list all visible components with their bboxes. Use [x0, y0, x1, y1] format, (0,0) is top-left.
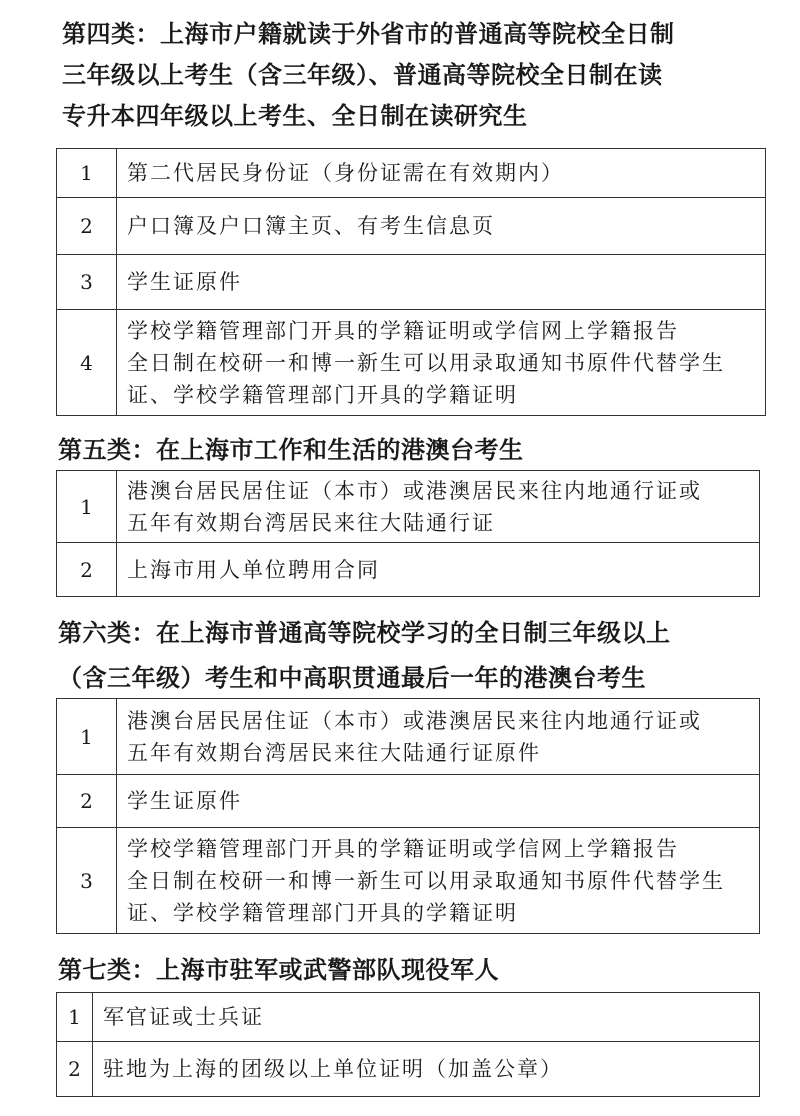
requirement-line: 港澳台居民居住证（本市）或港澳居民来往内地通行证或: [127, 708, 702, 733]
requirement-text: [117, 198, 766, 255]
table-row: [57, 471, 760, 543]
requirement-line: 上海市用人单位聘用合同: [127, 557, 380, 582]
row-number: 3: [57, 255, 117, 310]
row-number: 2: [57, 775, 117, 828]
row-number: 1: [57, 149, 117, 198]
section-title-line: 第四类：上海市户籍就读于外省市的普通高等院校全日制: [62, 20, 675, 48]
requirement-line: 学生证原件: [127, 270, 242, 294]
row-number: 4: [57, 310, 117, 416]
section-title-line: 第七类：上海市驻军或武警部队现役军人: [58, 956, 499, 984]
row-number: 2: [57, 1042, 93, 1097]
requirement-line: 军官证或士兵证: [103, 1005, 264, 1029]
requirement-text: [117, 310, 766, 416]
section-4-title: [62, 14, 675, 137]
section-4-table: [56, 148, 766, 416]
section-5-title: [58, 430, 524, 471]
requirement-text: [117, 828, 760, 934]
requirement-text: [117, 543, 760, 597]
row-number: 2: [57, 543, 117, 597]
table-row: [57, 775, 760, 828]
requirement-line: 第二代居民身份证（身份证需在有效期内）: [127, 161, 564, 185]
table-row: [57, 255, 766, 310]
section-6-table: [56, 698, 760, 934]
table-row: [57, 699, 760, 775]
section-5-table: [56, 470, 760, 597]
requirement-line: 五年有效期台湾居民来往大陆通行证: [127, 510, 495, 535]
table-row: [57, 543, 760, 597]
requirement-line: 学生证原件: [127, 789, 242, 813]
section-title-line: 三年级以上考生（含三年级）、普通高等院校全日制在读: [62, 61, 663, 89]
requirement-text: [117, 149, 766, 198]
requirement-line: 全日制在校研一和博一新生可以用录取通知书原件代替学生: [127, 868, 725, 893]
requirement-line: 证、学校学籍管理部门开具的学籍证明: [127, 382, 518, 407]
table-row: [57, 149, 766, 198]
section-title-line: 第六类：在上海市普通高等院校学习的全日制三年级以上: [58, 619, 671, 647]
requirement-line: 学校学籍管理部门开具的学籍证明或学信网上学籍报告: [127, 318, 679, 343]
requirement-line: 港澳台居民居住证（本市）或港澳居民来往内地通行证或: [127, 478, 702, 503]
section-title-line: 第五类：在上海市工作和生活的港澳台考生: [58, 436, 524, 464]
requirement-text: [117, 471, 760, 543]
requirement-line: 驻地为上海的团级以上单位证明（加盖公章）: [103, 1057, 563, 1081]
section-7-title: [58, 950, 499, 991]
row-number: 2: [57, 198, 117, 255]
section-7-table: [56, 992, 760, 1097]
requirement-line: 证、学校学籍管理部门开具的学籍证明: [127, 900, 518, 925]
table-row: [57, 198, 766, 255]
table-row: [57, 993, 760, 1042]
section-6-title: [58, 613, 671, 699]
row-number: 3: [57, 828, 117, 934]
row-number: 1: [57, 993, 93, 1042]
requirement-text: [117, 699, 760, 775]
section-title-line: 专升本四年级以上考生、全日制在读研究生: [62, 102, 528, 130]
row-number: 1: [57, 471, 117, 543]
requirement-line: 全日制在校研一和博一新生可以用录取通知书原件代替学生: [127, 350, 725, 375]
requirement-text: [93, 1042, 760, 1097]
requirement-text: [117, 775, 760, 828]
requirement-text: [93, 993, 760, 1042]
section-title-line: （含三年级）考生和中高职贯通最后一年的港澳台考生: [58, 664, 646, 692]
requirement-line: 户口簿及户口簿主页、有考生信息页: [127, 214, 495, 238]
table-row: [57, 828, 760, 934]
table-row: [57, 310, 766, 416]
requirement-line: 五年有效期台湾居民来往大陆通行证原件: [127, 740, 541, 765]
table-row: [57, 1042, 760, 1097]
requirement-text: [117, 255, 766, 310]
requirement-line: 学校学籍管理部门开具的学籍证明或学信网上学籍报告: [127, 836, 679, 861]
row-number: 1: [57, 699, 117, 775]
